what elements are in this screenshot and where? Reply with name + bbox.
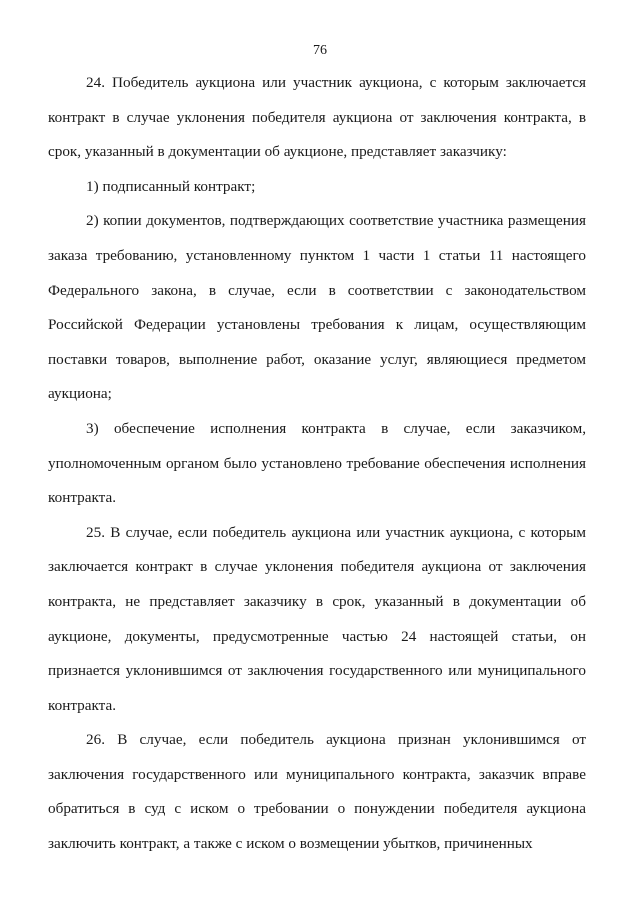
paragraph-26: 26. В случае, если победитель аукциона признан уклонившимся от заключения государственного или муниципального контракта, заказчик вправе обратиться в суд с иском о требовании о понуждении победителя аукциона заключить контракт, а также с иском о возмещении убытков, причиненных (48, 731, 586, 853)
list-item-1: 1) подписанный контракт; (86, 177, 256, 195)
list-item-3: 3) обеспечение исполнения контракта в случае, если заказчиком, уполномоченным органом было установлено требование обеспечения исполнения контракта. (48, 419, 586, 507)
page-number: 76 (313, 43, 327, 58)
document-body (48, 66, 586, 862)
paragraph-24: 24. Победитель аукциона или участник аукциона, с которым заключается контракт в случае уклонения победителя аукциона от заключения контракта, в срок, указанный в документации об аукционе, представляет заказчику: (48, 74, 586, 161)
list-item-2: 2) копии документов, подтверждающих соответствие участника размещения заказа требованию, установленному пунктом 1 части 1 статьи 11 настоящего Федерального закона, в случае, если в соответствии с законодательством Российской Федерации установлены требования к лицам, осуществляющим поставки товаров, выполнение работ, оказание услуг, являющиеся предметом аукциона; (48, 212, 586, 403)
paragraph-25: 25. В случае, если победитель аукциона или участник аукциона, с которым заключается контракт в случае уклонения победителя аукциона от заключения контракта, не представляет заказчику в срок, указанный в документации об аукционе, документы, предусмотренные частью 24 настоящей статьи, он признается уклонившимся от заключения государственного или муниципального контракта. (48, 523, 586, 714)
